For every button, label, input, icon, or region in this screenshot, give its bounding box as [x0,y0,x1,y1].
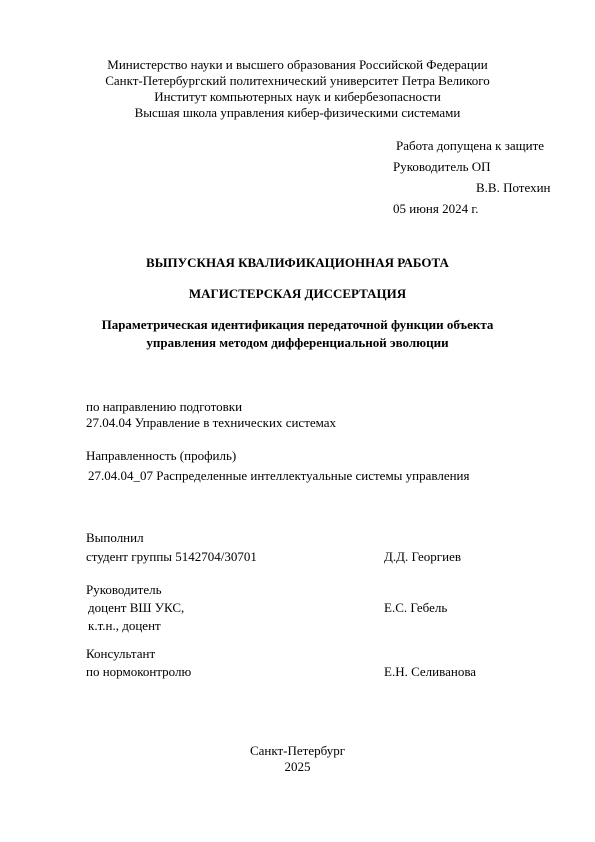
direction-value: 27.04.04 Управление в технических системах [86,415,337,430]
supervisor-role-2: к.т.н., доцент [88,618,161,633]
profile-value: 27.04.04_07 Распределенные интеллектуальные системы управления [88,468,470,483]
approval-head-label: Руководитель ОП [393,159,491,174]
school-line: Высшая школа управления кибер-физическими системами [134,105,461,120]
performer-label: Выполнил [86,530,144,545]
approval-head-name: В.В. Потехин [476,180,551,195]
performer-name: Д.Д. Георгиев [384,549,461,564]
topic-line-2: управления методом дифференциальной эволюции [146,335,449,350]
direction-label: по направлению подготовки [86,399,243,414]
institute-line: Институт компьютерных наук и кибербезопасности [154,89,441,104]
footer-year: 2025 [284,759,311,774]
supervisor-role-1: доцент ВШ УКС, [88,600,185,615]
topic-line-1: Параметрическая идентификация передаточной функции объекта [101,317,494,332]
dissertation-title: МАГИСТЕРСКАЯ ДИССЕРТАЦИЯ [188,286,407,301]
ministry-line: Министерство науки и высшего образования Российской Федерации [107,57,488,72]
performer-role: студент группы 5142704/30701 [86,549,257,564]
supervisor-label: Руководитель [86,582,162,597]
profile-label: Направленность (профиль) [86,448,237,463]
supervisor-name: Е.С. Гебель [384,600,448,615]
work-type-title: ВЫПУСКНАЯ КВАЛИФИКАЦИОННАЯ РАБОТА [146,255,449,270]
consultant-label: Консультант [86,646,156,661]
footer-city: Санкт-Петербург [249,743,346,758]
consultant-name: Е.Н. Селиванова [384,664,477,679]
approval-admitted: Работа допущена к защите [396,138,545,153]
university-line: Санкт-Петербургский политехнический университет Петра Великого [105,73,490,88]
consultant-role: по нормоконтролю [86,664,192,679]
approval-date: 05 июня 2024 г. [393,201,479,216]
